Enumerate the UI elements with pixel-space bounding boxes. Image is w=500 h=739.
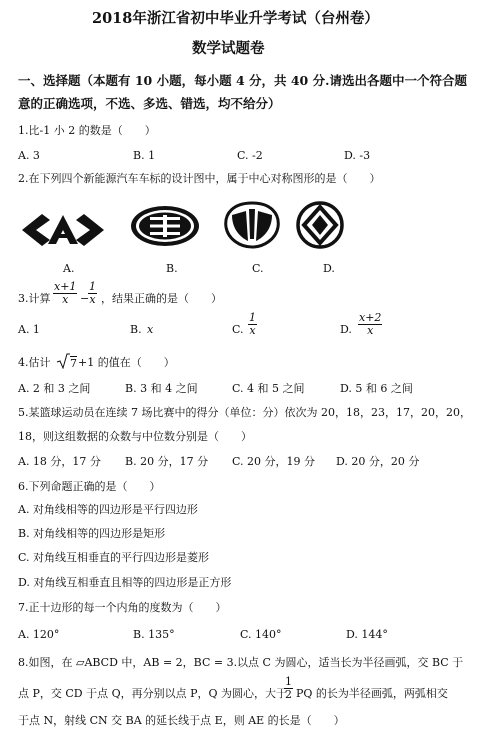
q1-option-a: A. 3 <box>18 149 40 162</box>
q4-radical-sign-icon <box>56 353 70 369</box>
q4-option-c: C. 4 和 5 之间 <box>232 382 305 395</box>
q3-fraction-1-denominator: x <box>62 293 69 306</box>
q4-radicand: 7 <box>70 357 77 370</box>
car-logo-d-icon <box>296 201 344 249</box>
q5-line2: 18，则这组数据的众数与中位数分别是（ ） <box>18 430 252 443</box>
q2-option-b: B. <box>166 262 178 275</box>
q6-option-d: D. 对角线互相垂直且相等的四边形是正方形 <box>18 576 232 589</box>
q3-minus: − <box>80 292 90 305</box>
q8-half-denominator: 2 <box>285 688 292 701</box>
q7-option-a: A. 120° <box>18 628 60 641</box>
q6-option-c: C. 对角线互相垂直的平行四边形是菱形 <box>18 551 210 564</box>
q6-option-a: A. 对角线相等的四边形是平行四边形 <box>18 503 198 516</box>
q3-option-b-value: x <box>147 323 154 336</box>
q3-fraction-2-numerator: 1 <box>89 280 96 293</box>
q3-option-c-label: C. <box>232 323 244 336</box>
q1-option-d: D. -3 <box>344 149 371 162</box>
exam-subtitle: 数学试题卷 <box>192 40 265 57</box>
q3-option-d-numerator: x+2 <box>359 311 382 324</box>
q3-fraction-2-denominator: x <box>89 293 96 306</box>
q3-option-d-label: D. <box>340 323 352 336</box>
q6-stem: 6.下列命题正确的是（ ） <box>18 480 161 493</box>
q3-fraction-2 <box>88 281 97 306</box>
q3-prefix: 3.计算 <box>18 292 51 305</box>
section-heading-line1: 一、选择题（本题有 10 小题，每小题 4 分，共 40 分.请选出各题中一个符合题 <box>18 73 467 88</box>
q8-line1: 8.如图，在 ▱ABCD 中，AB = 2，BC = 3.以点 C 为圆心，适当长为半径画弧，交 BC 于 <box>18 656 464 669</box>
q1-option-c: C. -2 <box>237 149 263 162</box>
exam-title: 2018年浙江省初中毕业升学考试（台州卷） <box>92 10 379 27</box>
q5-option-b: B. 20 分，17 分 <box>125 455 209 468</box>
q7-option-c: C. 140° <box>240 628 282 641</box>
q4-option-b: B. 3 和 4 之间 <box>125 382 198 395</box>
q7-stem: 7.正十边形的每一个内角的度数为（ ） <box>18 601 227 614</box>
q3-option-d-denominator: x <box>367 324 374 337</box>
q1-stem: 1.比-1 小 2 的数是（ ） <box>18 124 156 137</box>
q5-line1: 5.某篮球运动员在连续 7 场比赛中的得分（单位：分）依次为 20，18，23，17，20，20， <box>18 406 471 419</box>
q3-fraction-1-numerator: x+1 <box>54 280 77 293</box>
q4-option-a: A. 2 和 3 之间 <box>18 382 91 395</box>
car-logo-a-icon <box>20 210 106 250</box>
q2-option-d: D. <box>323 262 335 275</box>
q3-option-b-label: B. <box>130 323 142 336</box>
q2-option-a: A. <box>63 262 75 275</box>
q8-line3: 于点 N，射线 CN 交 BA 的延长线于点 E，则 AE 的长是（ ） <box>18 714 345 727</box>
q5-option-c: C. 20 分，19 分 <box>232 455 316 468</box>
q7-option-d: D. 144° <box>346 628 388 641</box>
q1-option-b: B. 1 <box>133 149 156 162</box>
q4-prefix: 4.估计 <box>18 356 51 369</box>
q8-half-numerator: 1 <box>285 675 292 688</box>
q3-option-c-fraction <box>248 312 257 337</box>
q8-line2-part-b: PQ 的长为半径画弧，两弧相交 <box>296 687 448 700</box>
q4-suffix: +1 的值在（ ） <box>78 356 175 369</box>
q3-option-c-denominator: x <box>249 324 256 337</box>
q8-half-fraction <box>284 676 293 701</box>
q6-option-b: B. 对角线相等的四边形是矩形 <box>18 527 166 540</box>
q7-option-b: B. 135° <box>133 628 175 641</box>
q3-fraction-1 <box>53 281 77 306</box>
q3-option-d-fraction <box>358 312 382 337</box>
q2-option-c: C. <box>252 262 264 275</box>
section-heading-line2: 意的正确选项，不选、多选、错选，均不给分） <box>18 96 281 111</box>
q3-option-c-numerator: 1 <box>249 311 256 324</box>
q3-option-a: A. 1 <box>18 323 40 336</box>
car-logo-b-icon <box>130 205 200 247</box>
q5-option-d: D. 20 分，20 分 <box>336 455 420 468</box>
q5-option-a: A. 18 分，17 分 <box>18 455 101 468</box>
q8-line2-part-a: 点 P，交 CD 于点 Q，再分别以点 P，Q 为圆心，大于 <box>18 687 288 700</box>
q3-suffix: ，结果正确的是（ ） <box>101 292 222 305</box>
q4-option-d: D. 5 和 6 之间 <box>340 382 413 395</box>
car-logo-c-icon <box>222 201 282 249</box>
q2-stem: 2.在下列四个新能源汽车车标的设计图中，属于中心对称图形的是（ ） <box>18 172 381 185</box>
